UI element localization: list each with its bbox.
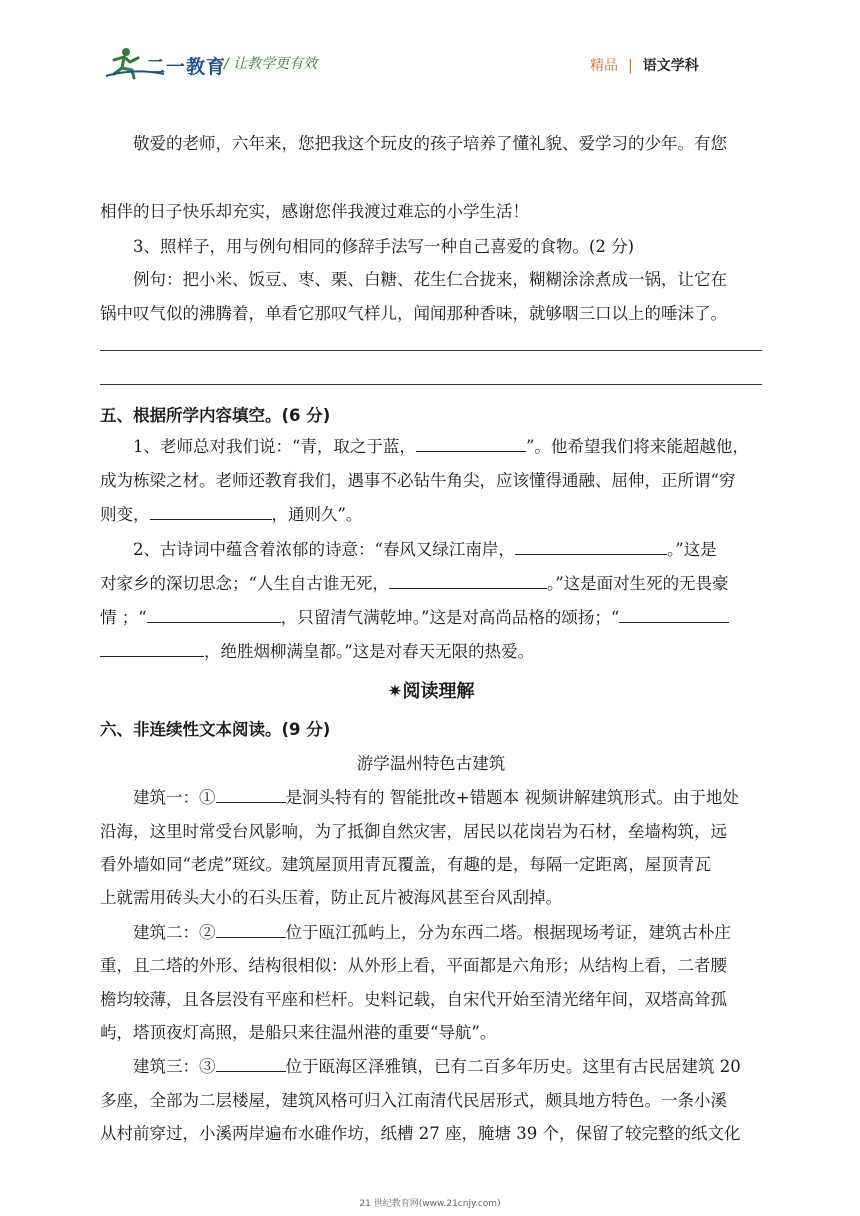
b1-text-b: 是洞头特有的 智能批改+错题本 视频讲解建筑形式。由于地处	[285, 788, 739, 807]
b3-text-a: 建筑三：③	[133, 1057, 216, 1076]
answer-blank[interactable]	[100, 640, 204, 657]
answer-line[interactable]	[100, 384, 762, 385]
text-line: 成为栋梁之材。老师还教育我们，遇事不必钻牛角尖，应该懂得通融、屈伸，正所谓“穷	[100, 471, 736, 490]
q1-text-a: 1、老师总对我们说：“青，取之于蓝，	[133, 437, 416, 456]
q2-text-a: 2、古诗词中蕴含着浓郁的诗意：“春风又绿江南岸，	[133, 540, 515, 559]
premium-badge: 精品	[590, 58, 618, 74]
q2-text-c: 对家乡的深切思念；“人生自古谁无死，	[100, 574, 389, 593]
q2-text-g: ，绝胜烟柳满皇都。”这是对春天无限的热爱。	[204, 642, 535, 661]
building-2	[100, 919, 795, 943]
brand-name: 二一教育	[146, 56, 227, 78]
fill-q2-cont	[100, 638, 762, 662]
example-sentence-cont: 锅中叹气似的沸腾着，单看它那叹气样儿，闻闻那种香味，就够咽三口以上的唾沫了。	[100, 304, 727, 323]
text-line: 檐均较薄，且各层没有平座和栏杆。史料记载，自宋代开始至清光绪年间，双塔高耸孤	[100, 990, 727, 1009]
answer-blank[interactable]	[216, 1055, 286, 1072]
q2-text-d: 。”这是面对生死的无畏豪	[546, 574, 729, 593]
q2-text-f: ，只留清气满乾坤。”这是对高尚品格的颂扬；“	[280, 608, 620, 627]
question-3: 3、照样子，用与例句相同的修辞手法写一种自己喜爱的食物。(2 分)	[133, 237, 635, 256]
b1-text-a: 建筑一：①	[133, 788, 216, 807]
q1-text-e: ，通则久”。	[271, 505, 363, 524]
q1-text-b: ”。他希望我们将来能超越他，	[525, 437, 749, 456]
answer-blank[interactable]	[216, 786, 286, 803]
q1-text-d: 则变，	[100, 505, 150, 524]
section-heading: ✷阅读理解	[387, 681, 475, 702]
answer-blank[interactable]	[416, 435, 526, 452]
section-5-title: 五、根据所学内容填空。(6 分)	[100, 406, 331, 425]
text-line: 沿海，这里时常受台风影响，为了抵御自然灾害，居民以花岗岩为石材，垒墙构筑，远	[100, 822, 727, 841]
answer-blank[interactable]	[150, 503, 272, 520]
q2-text-b: 。”这是	[666, 540, 717, 559]
answer-blank[interactable]	[389, 572, 547, 589]
text-line: 看外墙如同“老虎”斑纹。建筑屋顶用青瓦覆盖，有趣的是，每隔一定距离，屋顶青瓦	[100, 855, 711, 874]
b3-text-b: 位于瓯海区泽雅镇，已有二百多年历史。这里有古民居建筑 20	[285, 1057, 741, 1076]
text-line: 多座，全部为二层楼屋，建筑风格可归入江南清代民居形式，颇具地方特色。一条小溪	[100, 1091, 727, 1110]
text-line: 从村前穿过，小溪两岸遍布水碓作坊，纸槽 27 座，腌塘 39 个，保留了较完整的纸文化	[100, 1124, 741, 1143]
text-line: 敬爱的老师，六年来，您把我这个玩皮的孩子培养了懂礼貌、爱学习的少年。有您	[133, 134, 727, 153]
text-line: 重，且二塔的外形、结构很相似：从外形上看，平面都是六角形；从结构上看，二者腰	[100, 956, 727, 975]
header-right	[590, 55, 699, 75]
fill-q2	[100, 536, 795, 560]
example-sentence: 例句：把小米、饭豆、枣、栗、白糖、花生仁合拢来，糊糊涂涂煮成一锅，让它在	[133, 270, 727, 289]
fill-q1-cont	[100, 501, 762, 525]
answer-blank[interactable]	[515, 538, 667, 555]
answer-blank[interactable]	[147, 606, 281, 623]
text-line: 屿，塔顶夜灯高照，是船只来往温州港的重要“导航”。	[100, 1023, 497, 1042]
header-separator: |	[628, 58, 633, 74]
text-line: 上就需用砖头大小的石头压着，防止瓦片被海风甚至台风刮掉。	[100, 888, 562, 907]
fill-q2-cont	[100, 604, 762, 628]
fill-q1	[100, 433, 795, 457]
q2-text-e: 情 ；“	[100, 608, 147, 627]
answer-line[interactable]	[100, 350, 762, 351]
b2-text-b: 位于瓯江孤屿上，分为东西二塔。根据现场考证，建筑古朴庄	[285, 923, 731, 942]
answer-blank[interactable]	[216, 921, 286, 938]
b2-text-a: 建筑二：②	[133, 923, 216, 942]
subject-label: 语文学科	[642, 58, 699, 74]
page-footer: 21 世纪教育网(www.21cnjy.com)	[359, 1199, 501, 1209]
building-3	[100, 1053, 795, 1077]
brand-slogan: / 让教学更有效	[224, 56, 318, 72]
answer-blank[interactable]	[619, 606, 729, 623]
section-6-title: 六、非连续性文本阅读。(9 分)	[100, 720, 331, 739]
building-1	[100, 784, 795, 808]
page-header	[0, 0, 860, 100]
text-line: 相伴的日子快乐却充实，感谢您伴我渡过难忘的小学生活！	[100, 202, 529, 221]
fill-q2-cont	[100, 570, 762, 594]
article-title: 游学温州特色古建筑	[356, 754, 506, 773]
